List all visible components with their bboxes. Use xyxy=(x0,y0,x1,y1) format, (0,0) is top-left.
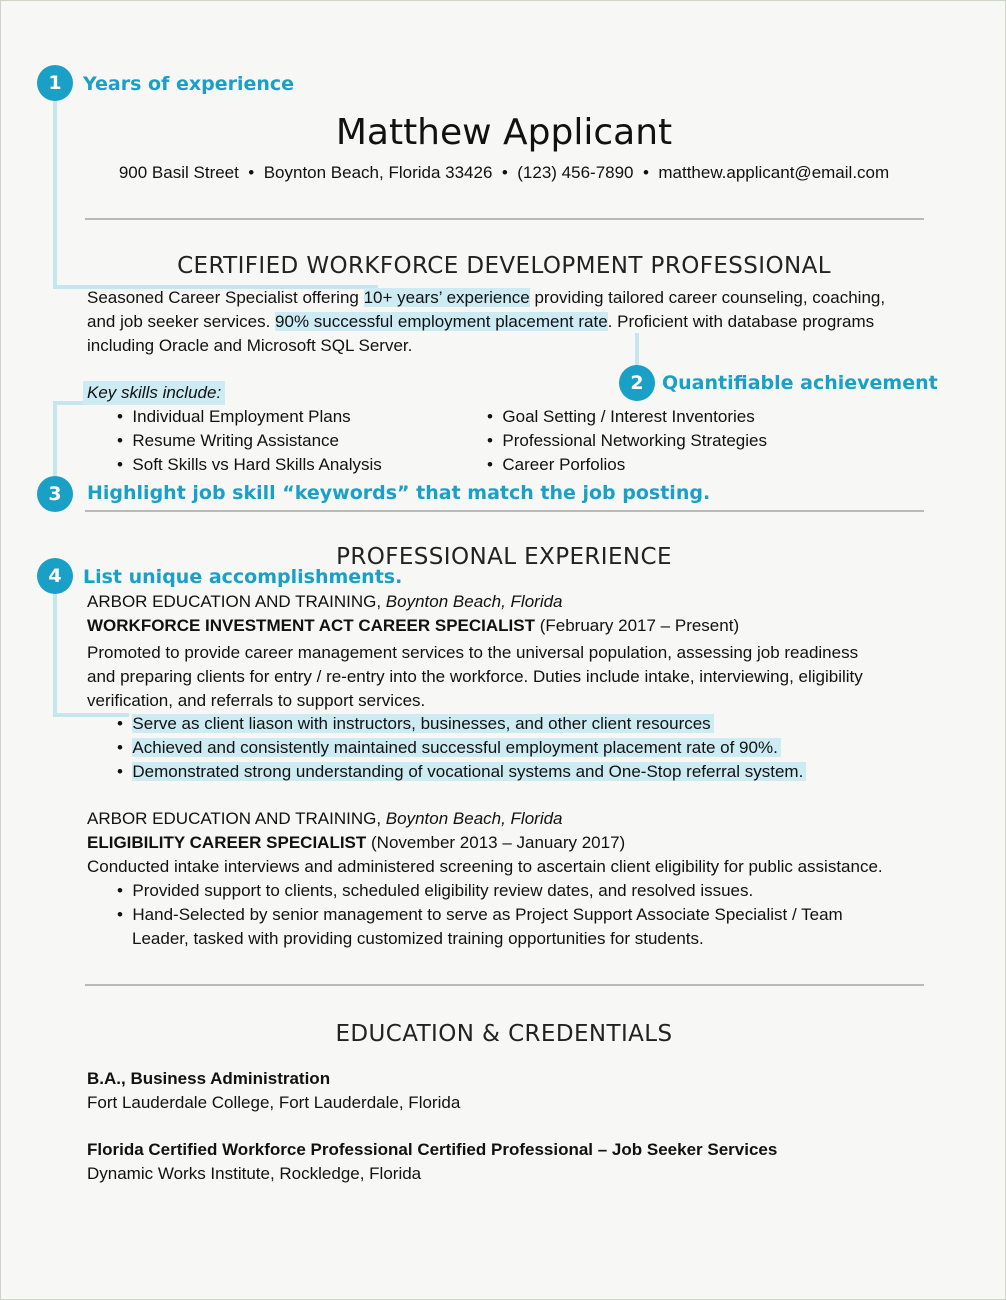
skill-right-2-text: Professional Networking Strategies xyxy=(502,431,767,450)
connector-3-vertical xyxy=(53,401,57,476)
annotation-label-3: Highlight job skill “keywords” that match the job posting. xyxy=(87,482,711,504)
skill-left-2: • Resume Writing Assistance xyxy=(117,431,340,450)
connector-4-vertical xyxy=(53,593,57,717)
skill-right-1-text: Goal Setting / Interest Inventories xyxy=(502,407,755,426)
job2-bullet-2-continued: Leader, tasked with providing customized training opportunities for students. xyxy=(132,929,704,948)
skill-right-3: • Career Porfolios xyxy=(487,455,626,474)
summary-line-1 xyxy=(87,286,885,310)
skill-left-3-text: Soft Skills vs Hard Skills Analysis xyxy=(132,455,382,474)
summary-line-2 xyxy=(87,310,874,334)
experience-title: PROFESSIONAL EXPERIENCE xyxy=(336,544,672,570)
job1-bullet-1-text: Serve as client liason with instructors, businesses, and other client resources xyxy=(132,714,713,733)
annotation-badge-3: 3 xyxy=(37,476,73,512)
placement-rate-highlight: 90% successful employment placement rate xyxy=(275,312,608,331)
job1-dates: (February 2017 – Present) xyxy=(535,616,740,635)
skill-right-3-text: Career Porfolios xyxy=(502,455,626,474)
skill-left-1-text: Individual Employment Plans xyxy=(132,407,351,426)
skill-right-2: • Professional Networking Strategies xyxy=(487,431,767,450)
edu-1-school: Fort Lauderdale College, Fort Lauderdale, Florida xyxy=(87,1093,461,1112)
divider-1 xyxy=(85,218,924,220)
edu-1-degree: B.A., Business Administration xyxy=(87,1069,331,1088)
key-skills-label: Key skills include: xyxy=(83,381,225,405)
job2-dates: (November 2013 – January 2017) xyxy=(366,833,626,852)
job2-desc: Conducted intake interviews and administered screening to ascertain client eligibility for public assistance. xyxy=(87,857,883,876)
job2-bullet-2-text: Hand-Selected by senior management to serve as Project Support Associate Specialist / Team xyxy=(132,905,843,924)
job1-title-line xyxy=(87,614,739,638)
divider-2 xyxy=(85,510,924,512)
job1-bullet-2-text: Achieved and consistently maintained successful employment placement rate of 90%. xyxy=(132,738,780,757)
job2-location: Boynton Beach, Florida xyxy=(385,809,563,828)
annotation-label-2: Quantifiable achievement xyxy=(662,372,938,394)
education-title: EDUCATION & CREDENTIALS xyxy=(335,1021,673,1047)
job2-bullet-1-text: Provided support to clients, scheduled eligibility review dates, and resolved issues. xyxy=(132,881,754,900)
annotation-label-1: Years of experience xyxy=(83,73,295,95)
summary-line-2-end: . Proficient with database programs xyxy=(607,312,875,331)
edu-2-school: Dynamic Works Institute, Rockledge, Florida xyxy=(87,1164,422,1183)
job2-bullet-1: • Provided support to clients, scheduled eligibility review dates, and resolved issues. xyxy=(117,881,754,900)
applicant-name: Matthew Applicant xyxy=(335,112,673,153)
job1-desc-2: and preparing clients for entry / re-entry into the workforce. Duties include intake, interviewing, eligibility xyxy=(87,667,863,686)
summary-line-1-end: providing tailored career counseling, coaching, xyxy=(529,288,886,307)
edu-2-degree: Florida Certified Workforce Professional Certified Professional – Job Seeker Services xyxy=(87,1140,778,1159)
job1-bullet-3-text: Demonstrated strong understanding of vocational systems and One-Stop referral system. xyxy=(132,762,806,781)
summary-line-2-start: and job seeker services. xyxy=(87,312,276,331)
summary-title: CERTIFIED WORKFORCE DEVELOPMENT PROFESSIONAL xyxy=(177,253,831,279)
job1-employer-name: ARBOR EDUCATION AND TRAINING, xyxy=(87,592,386,611)
job1-bullet-1: • Serve as client liason with instructors, businesses, and other client resources xyxy=(117,712,714,736)
job1-bullet-3: • Demonstrated strong understanding of vocational systems and One-Stop referral system. xyxy=(117,760,806,784)
job2-title-line xyxy=(87,831,625,855)
job1-location: Boynton Beach, Florida xyxy=(385,592,563,611)
skill-left-2-text: Resume Writing Assistance xyxy=(132,431,340,450)
job1-position: WORKFORCE INVESTMENT ACT CAREER SPECIALIST xyxy=(87,616,535,635)
job2-position: ELIGIBILITY CAREER SPECIALIST xyxy=(87,833,367,852)
job1-desc-3: verification, and referrals to support services. xyxy=(87,691,426,710)
annotation-badge-1: 1 xyxy=(37,65,73,101)
skill-left-1: • Individual Employment Plans xyxy=(117,407,351,426)
contact-line: 900 Basil Street • Boynton Beach, Florida 33426 • (123) 456-7890 • matthew.applicant@email.com xyxy=(118,163,890,182)
job2-employer-name: ARBOR EDUCATION AND TRAINING, xyxy=(87,809,386,828)
annotation-label-4: List unique accomplishments. xyxy=(83,566,403,588)
divider-3 xyxy=(85,984,924,986)
job2-bullet-2: • Hand-Selected by senior management to serve as Project Support Associate Specialist / Team xyxy=(117,905,843,924)
job2-employer xyxy=(87,807,563,831)
summary-line-3: including Oracle and Microsoft SQL Server. xyxy=(87,336,413,355)
job1-employer xyxy=(87,590,563,614)
skill-right-1: • Goal Setting / Interest Inventories xyxy=(487,407,755,426)
job1-bullet-2: • Achieved and consistently maintained successful employment placement rate of 90%. xyxy=(117,736,781,760)
connector-3-horizontal xyxy=(53,401,83,405)
annotation-badge-2: 2 xyxy=(619,365,655,401)
skill-left-3: • Soft Skills vs Hard Skills Analysis xyxy=(117,455,382,474)
summary-line-1-start: Seasoned Career Specialist offering xyxy=(87,288,364,307)
years-experience-highlight: 10+ years’ experience xyxy=(363,288,530,307)
job1-desc-1: Promoted to provide career management services to the universal population, assessing job readiness xyxy=(87,643,859,662)
annotation-badge-4: 4 xyxy=(37,558,73,594)
